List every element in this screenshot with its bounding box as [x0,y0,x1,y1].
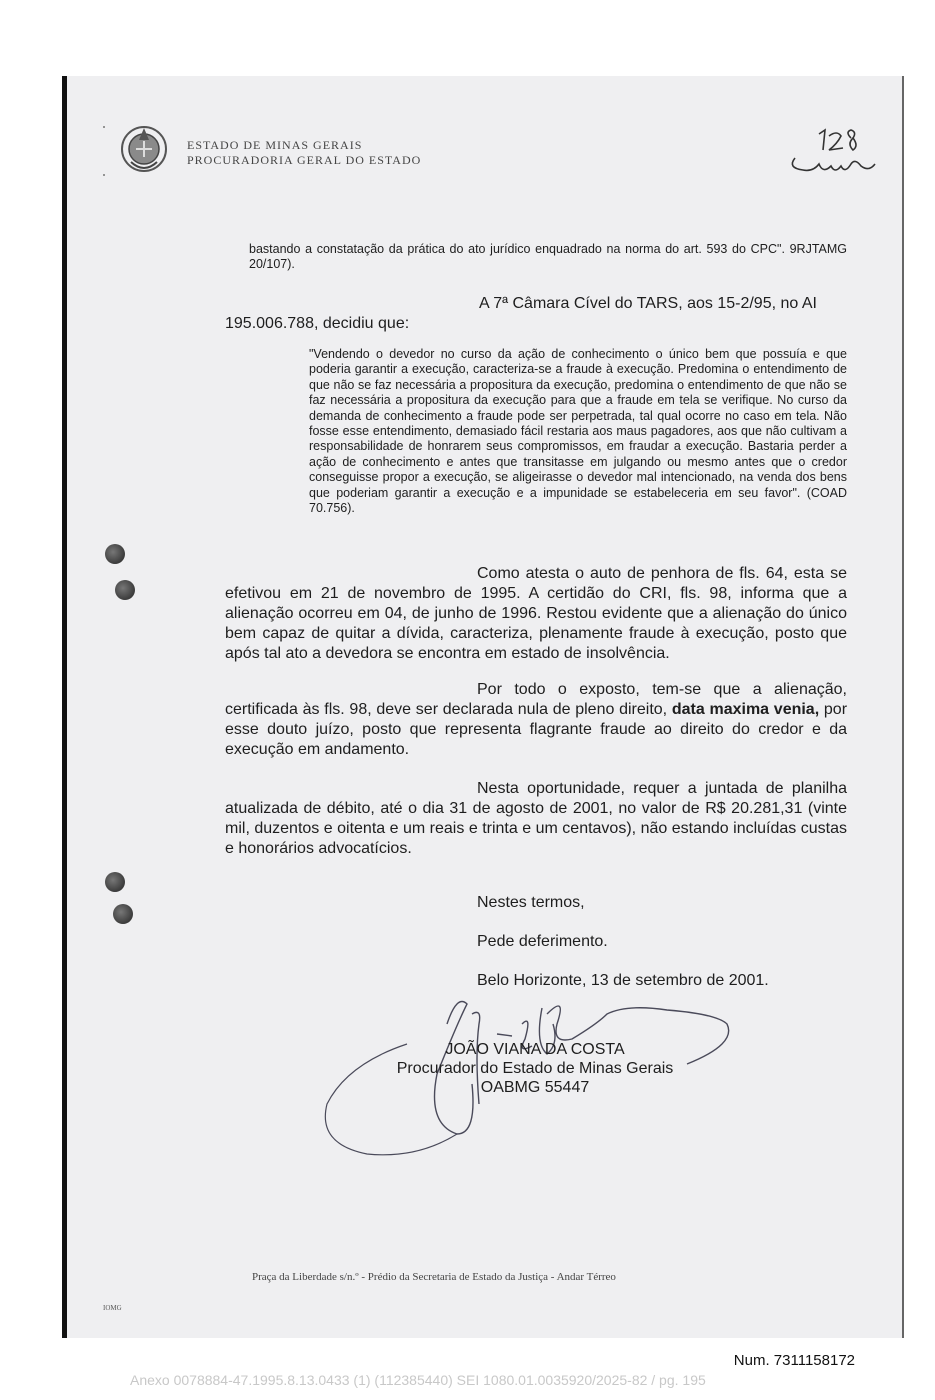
paragraph-decision-line1: A 7ª Câmara Cível do TARS, aos 15-2/95, no AI [479,295,817,312]
annex-watermark: Anexo 0078884-47.1995.8.13.0433 (1) (112385440) SEI 1080.01.0035920/2025-82 / pg. 195 [130,1372,706,1388]
block-quote: "Vendendo o devedor no curso da ação de conhecimento o único bem que possuía e que poderia garantir a execução, caracteriza-se a fraude à execução. Predomina o entendimento de que não se faz necessária a propositura da execução, predomina o entendimento de que não se faz necessária a propositura da execução para que a fraude em tela se verifique. No curso da demanda de conhecimento a fraude pode ser perpetrada, tal qual ocorre no caso em tela. Não fosse esse entendimento, demasiado fácil restaria aos maus pagadores, aos que não cultivam a responsabilidade de honrarem seus compromissos, em fraudar a execução. Bastaria perder a ação de conhecimento e antes que transitasse em julgando ou mesmo antes que o credor conseguisse propor a execução, se aligeirasse o devedor mal intencionado, na venda dos bens que poderiam garantir a execução e a impunidade se estabeleceria em seu favor". (COAD 70.756). [309,347,847,516]
document-number: Num. 7311158172 [733,1352,855,1369]
paragraph-conclusion [225,680,847,760]
paragraph-request [225,779,847,859]
paragraph-conclusion-bold: data maxima venia, [671,701,820,718]
signatory-title: Procurador do Estado de Minas Gerais [396,1060,674,1077]
signatory-name: JOÃO VIANA DA COSTA [445,1041,625,1058]
letterhead [187,138,421,168]
closing-place-date: Belo Horizonte, 13 de setembro de 2001. [477,972,769,989]
footer-address: Praça da Liberdade s/n.º - Prédio da Secretaria de Estado da Justiça - Andar Térreo [252,1271,616,1283]
punch-hole [113,904,133,924]
paragraph-attachment-text: Como atesta o auto de penhora de fls. 64, esta se efetivou em 21 de novembro de 1995. A certidão do CRI, fls. 98, informa que a alienação ocorreu em 04, de junho de 1996. Restou evidente que a alienação do único bem capaz de quitar a dívida, caracteriza, plenamente fraude à execução, posto que após tal ato a devedora se encontra em estado de insolvência. [225,565,847,662]
paragraph-conclusion-text-b: por esse douto juízo, posto que representa flagrante fraude ao direito do credor e da execução em andamento. [225,701,848,758]
paragraph-decision-line2: 195.006.788, decidiu que: [225,315,410,332]
printer-mark: IOMG [103,1304,122,1312]
scan-speck [103,174,105,176]
closing-terms: Nestes termos, [477,894,585,911]
punch-hole [105,544,125,564]
scan-speck [103,126,105,128]
signatory-block [385,1040,685,1097]
punch-hole [115,580,135,600]
paragraph-attachment [225,564,847,664]
continued-quote: bastando a constatação da prática do ato jurídico enquadrado na norma do art. 593 do CPC". 9RJTAMG 20/107). [249,242,847,272]
state-seal-icon [119,120,169,178]
handwritten-page-mark [785,128,885,188]
signatory-oab: OABMG 55447 [480,1079,590,1096]
punch-hole [105,872,125,892]
closing-request: Pede deferimento. [477,933,608,950]
letterhead-office: PROCURADORIA GERAL DO ESTADO [187,153,422,167]
paragraph-conclusion-text-a: Por todo o exposto, tem-se que a alienação, certificada às fls. 98, deve ser declarada nula de pleno direito, [225,681,847,718]
scanned-page [62,76,904,1338]
letterhead-state: ESTADO DE MINAS GERAIS [187,138,363,152]
paragraph-request-text: Nesta oportunidade, requer a juntada de planilha atualizada de débito, até o dia 31 de agosto de 2001, no valor de R$ 20.281,31 (vinte mil, duzentos e oitenta e um reais e trinta e um centavos), não estando incluídas custas e honorários advocatícios. [225,780,847,857]
